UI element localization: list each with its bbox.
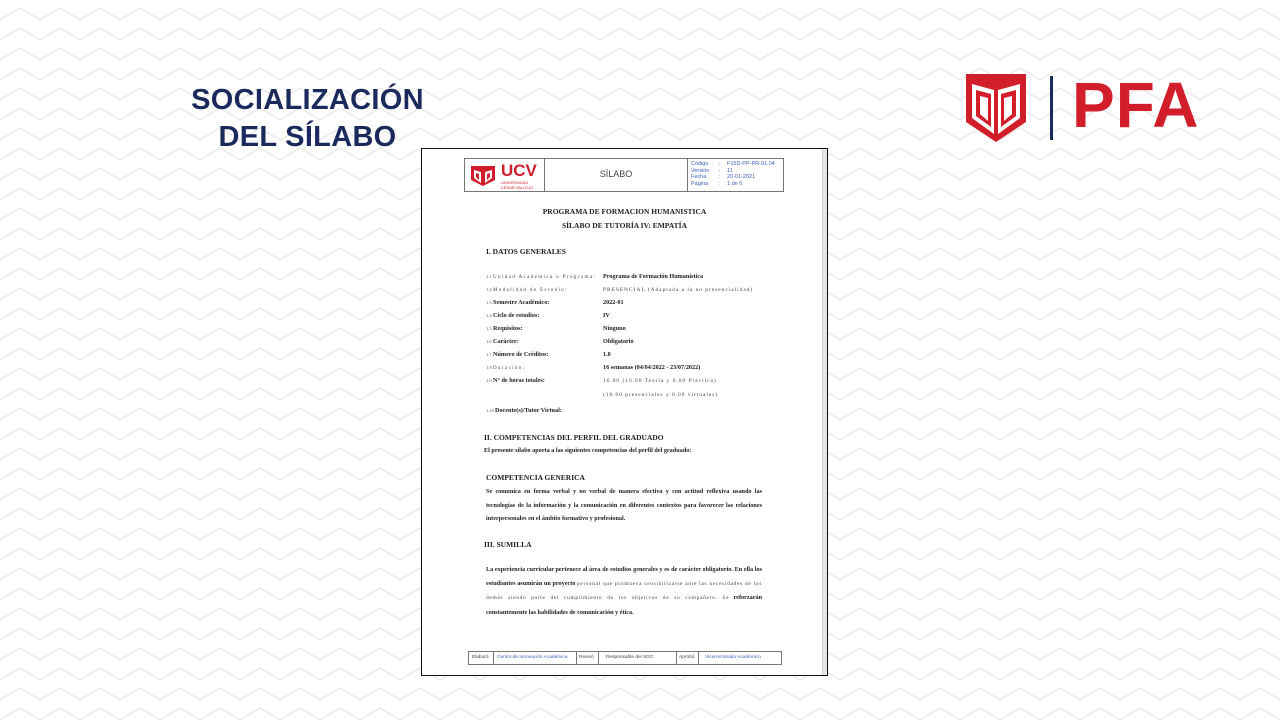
- row-value: 16 semanas (04/04/2022 - 23/07/2022): [603, 364, 701, 371]
- slide-title: [160, 82, 455, 156]
- row-label: Requisitos:: [493, 325, 523, 332]
- meta-value: F15D-PP-PR-01.04: [727, 161, 775, 167]
- meta-key: Página: [691, 180, 709, 187]
- general-data-row: [486, 312, 610, 319]
- ucv-logo-text: UCV: [501, 161, 537, 180]
- row-value: 1.0: [603, 351, 611, 358]
- meta-value: 1 de 6: [727, 180, 743, 187]
- meta-key: Versión: [691, 167, 710, 174]
- competencia-generica-text: Se comunica en forma verbal y no verbal de manera efectiva y con actitud reflexiva usando las tecnologías de la información y la comunicación en diferentes contextos para favorecer las relaciones interpersonales en el ámbito formativo y profesional.: [486, 488, 762, 522]
- row-number: 1.5: [486, 326, 492, 331]
- row-value: Obligatorio: [603, 338, 634, 345]
- row-label: Duración:: [493, 366, 526, 371]
- general-data-row: [486, 286, 753, 293]
- sumilla-text-end: reforzarán constantemente las habilidades de comunicación y ética.: [486, 594, 763, 616]
- general-data-row: [486, 351, 611, 358]
- syllabus-document-image: [421, 148, 828, 676]
- row-number: 1.10: [486, 408, 494, 413]
- row-value: IV: [603, 312, 610, 319]
- meta-key: Código: [691, 161, 709, 167]
- row-number: 1.8: [486, 365, 492, 370]
- row-value: Programa de Formación Humanística: [603, 273, 704, 280]
- row-label: Unidad Académica o Programa:: [493, 275, 597, 280]
- sumilla-text-light: personal que promueva sensibilizarse ante las necesidades de los demás siendo parte del cumplimiento de los objetivos de su compañero. Se: [486, 580, 762, 601]
- header-logo-cell: [465, 159, 545, 191]
- meta-row-date: Fecha : 20-01-2021: [691, 174, 756, 181]
- slide-title-line-1: SOCIALIZACIÓN: [191, 84, 424, 116]
- document-type-title: SÍLABO: [599, 169, 633, 179]
- general-data-row: [486, 325, 626, 332]
- row-label: N° de horas totales:: [493, 377, 545, 384]
- footer-elaboro-value: Centro de Innovación Académica: [497, 655, 568, 660]
- document-footer: [468, 651, 782, 665]
- row-value: (16.00 presenciales y 0.00 virtuales): [603, 392, 719, 398]
- footer-aprobo-label: Aprobó: [679, 655, 695, 660]
- sumilla-text: [486, 563, 762, 619]
- row-number: 1.2: [486, 287, 492, 292]
- row-value: Ninguno: [603, 325, 626, 332]
- general-data-row: [486, 273, 703, 280]
- row-number: 1.7: [486, 352, 492, 357]
- document-header: [464, 158, 784, 192]
- competencia-generica-heading: COMPETENCIA GENERICA: [486, 473, 585, 482]
- row-number: 1.4: [486, 313, 492, 318]
- meta-value: 11: [727, 167, 733, 174]
- general-data-row: [486, 338, 634, 345]
- row-number: 1.3: [486, 300, 492, 305]
- meta-value: 20-01-2021: [727, 174, 756, 181]
- row-label: Carácter:: [493, 338, 519, 345]
- ucv-shield-icon: [470, 165, 496, 187]
- meta-key: Fecha: [691, 174, 707, 181]
- document-meta: [691, 161, 775, 187]
- meta-row-version: Versión : 11: [691, 167, 733, 174]
- slide-title-line-2: DEL SÍLABO: [218, 121, 397, 153]
- footer-aprobo-value: Vicerrectorado Académico: [705, 655, 761, 660]
- general-data-row: [486, 364, 700, 371]
- competencias-intro: El presente sílabo aporta a las siguientes competencias del perfil del graduado:: [484, 447, 692, 454]
- row-number: 1.9: [486, 378, 492, 383]
- logo-divider: [1050, 76, 1053, 140]
- syllabus-title: SÍLABO DE TUTORÍA IV: EMPATÍA: [561, 221, 688, 230]
- row-label: Modalidad de Estudio:: [493, 288, 568, 293]
- general-data-row: [486, 407, 605, 414]
- row-value: 16.00 (16.00 Teoría y 0.00 Práctica): [603, 378, 717, 384]
- shield-icon: [964, 72, 1028, 144]
- section-datos-generales-heading: I. DATOS GENERALES: [486, 247, 566, 256]
- section-competencias-heading: II. COMPETENCIAS DEL PERFIL DEL GRADUADO: [484, 433, 664, 442]
- ucv-logo-subtext: UNIVERSIDAD CÉSAR VALLEJO: [501, 180, 534, 190]
- footer-reviso-label: Revisó: [579, 655, 594, 660]
- row-label: Semestre Académico:: [493, 299, 550, 306]
- row-number: 1.6: [486, 339, 492, 344]
- general-data-row: [486, 299, 624, 306]
- row-label: Ciclo de estudios:: [493, 312, 540, 319]
- footer-elaboro-label: Elaboró: [472, 655, 489, 660]
- header-title-cell: [545, 159, 688, 191]
- program-title: PROGRAMA DE FORMACION HUMANISTICA: [542, 207, 707, 216]
- pfa-logo: [964, 69, 1204, 144]
- row-label: Número de Créditos:: [493, 351, 549, 358]
- sumilla-text-bold: La experiencia curricular pertenece al área de estudios generales y es de carácter obligatorio. En ella los estudiantes asumirán un proyecto: [486, 566, 762, 587]
- meta-row-page: Página : 1 de 6: [691, 180, 743, 187]
- meta-row-code: Código : F15D-PP-PR-01.04: [691, 161, 775, 167]
- row-value: PRESENCIAL (Adaptada a la no presencialidad): [603, 287, 754, 293]
- row-number: 1.1: [486, 274, 492, 279]
- general-data-row: [486, 377, 717, 384]
- footer-reviso-value: Responsable del SGC: [606, 655, 654, 660]
- general-data-row: [486, 391, 718, 398]
- row-label: Docente(s)/Tutor Virtual:: [495, 407, 562, 414]
- row-value: 2022-01: [603, 299, 624, 306]
- header-meta-cell: [688, 159, 783, 191]
- pfa-logo-text: PFA: [1072, 69, 1200, 141]
- section-sumilla-heading: III. SUMILLA: [484, 540, 532, 549]
